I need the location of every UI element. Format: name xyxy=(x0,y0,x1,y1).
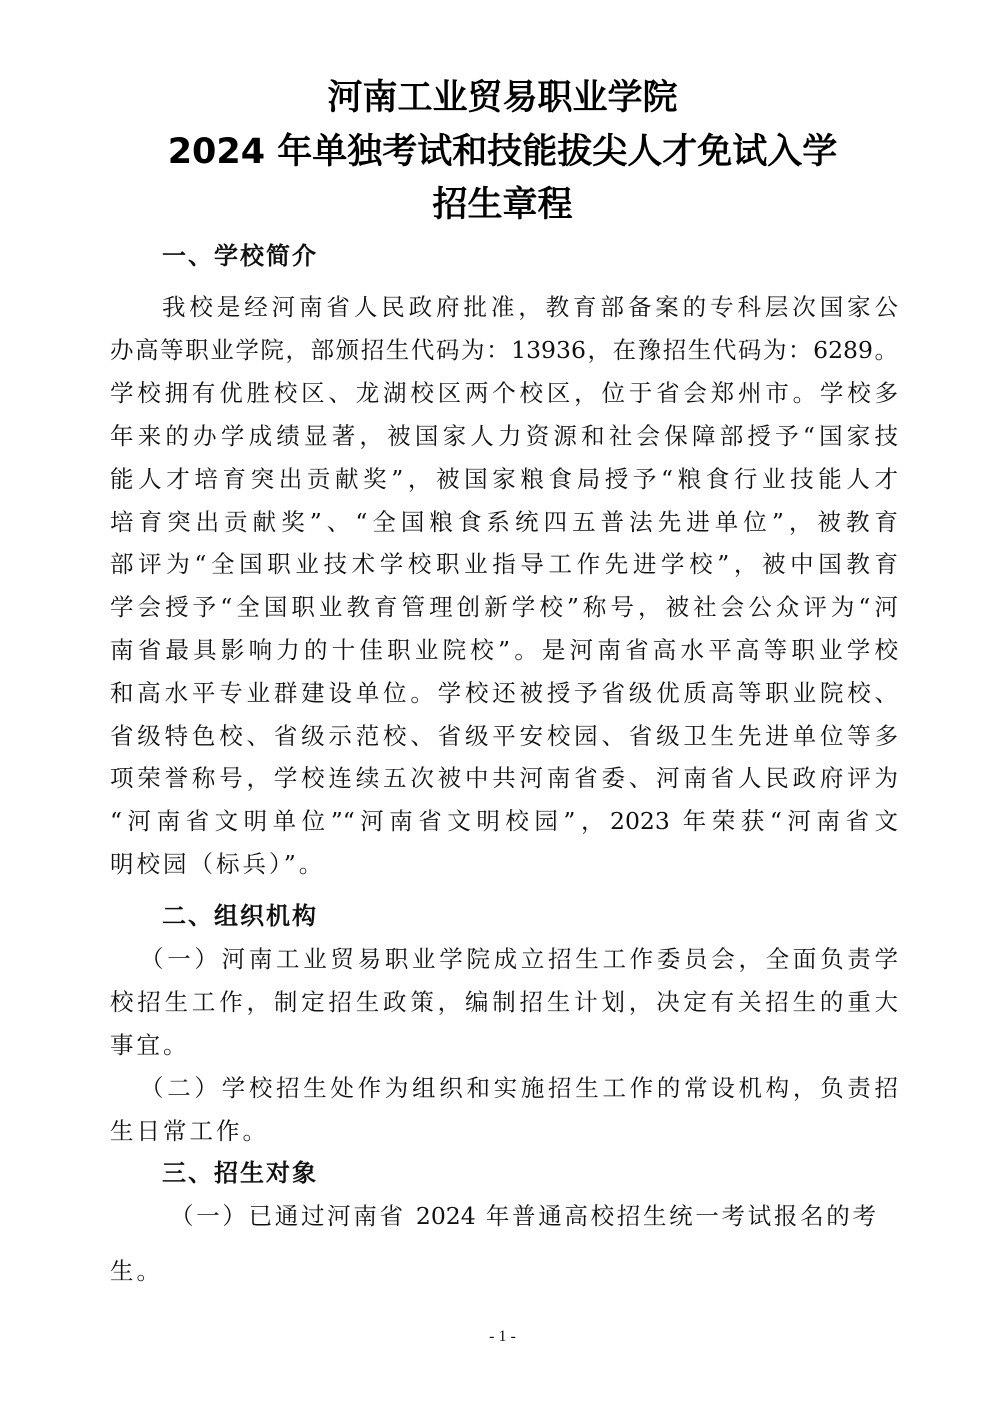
paragraph-line: 项荣誉称号，学校连续五次被中共河南省委、河南省人民政府评为 xyxy=(110,764,898,792)
paragraph-line: “河南省文明单位”“河南省文明校园”，2023 年荣获“河南省文 xyxy=(110,807,898,835)
paragraph-line: 部评为“全国职业技术学校职业指导工作先进学校”，被中国教育 xyxy=(110,550,898,578)
paragraph-line: 办高等职业学院，部颁招生代码为：13936，在豫招生代码为：6289。 xyxy=(110,336,898,364)
paragraph-line: 校招生工作，制定招生政策，编制招生计划，决定有关招生的重大 xyxy=(110,988,898,1016)
paragraph-line: 年来的办学成绩显著，被国家人力资源和社会保障部授予“国家技 xyxy=(110,422,898,450)
title-line-1: 河南工业贸易职业学院 xyxy=(327,78,678,118)
paragraph-line: 我校是经河南省人民政府批准，教育部备案的专科层次国家公 xyxy=(162,293,898,321)
paragraph-line: 学会授予“全国职业教育管理创新学校”称号，被社会公众评为“河 xyxy=(110,593,898,621)
paragraph-line: 培育突出贡献奖”、“全国粮食系统四五普法先进单位”，被教育 xyxy=(110,508,898,536)
paragraph-line: 和高水平专业群建设单位。学校还被授予省级优质高等职业院校、 xyxy=(110,679,898,707)
paragraph-line: （一）已通过河南省 2024 年普通高校招生统一考试报名的考 xyxy=(170,1202,876,1230)
title-line-2: 2024 年单独考试和技能拔尖人才免试入学 xyxy=(167,132,838,172)
paragraph-line: 生。 xyxy=(110,1257,163,1285)
paragraph-line: 学校拥有优胜校区、龙湖校区两个校区，位于省会郑州市。学校多 xyxy=(110,379,898,407)
paragraph-line: （二）学校招生处作为组织和实施招生工作的常设机构，负责招 xyxy=(140,1074,898,1102)
section-heading-organization: 二、组织机构 xyxy=(162,902,318,930)
section-heading-enrollment-targets: 三、招生对象 xyxy=(162,1159,318,1187)
paragraph-line: 事宜。 xyxy=(110,1031,190,1059)
section-heading-school-intro: 一、学校简介 xyxy=(162,242,318,270)
paragraph-line: 生日常工作。 xyxy=(110,1117,269,1145)
paragraph-line: 明校园（标兵）”。 xyxy=(110,850,326,878)
paragraph-line: 能人才培育突出贡献奖”，被国家粮食局授予“粮食行业技能人才 xyxy=(110,465,898,493)
paragraph-line: 南省最具影响力的十佳职业院校”。是河南省高水平高等职业学校 xyxy=(110,636,898,664)
paragraph-line: （一）河南工业贸易职业学院成立招生工作委员会，全面负责学 xyxy=(140,945,898,973)
title-line-3: 招生章程 xyxy=(432,185,573,225)
page-number: - 1 - xyxy=(489,1328,516,1345)
paragraph-line: 省级特色校、省级示范校、省级平安校园、省级卫生先进单位等多 xyxy=(110,722,898,750)
